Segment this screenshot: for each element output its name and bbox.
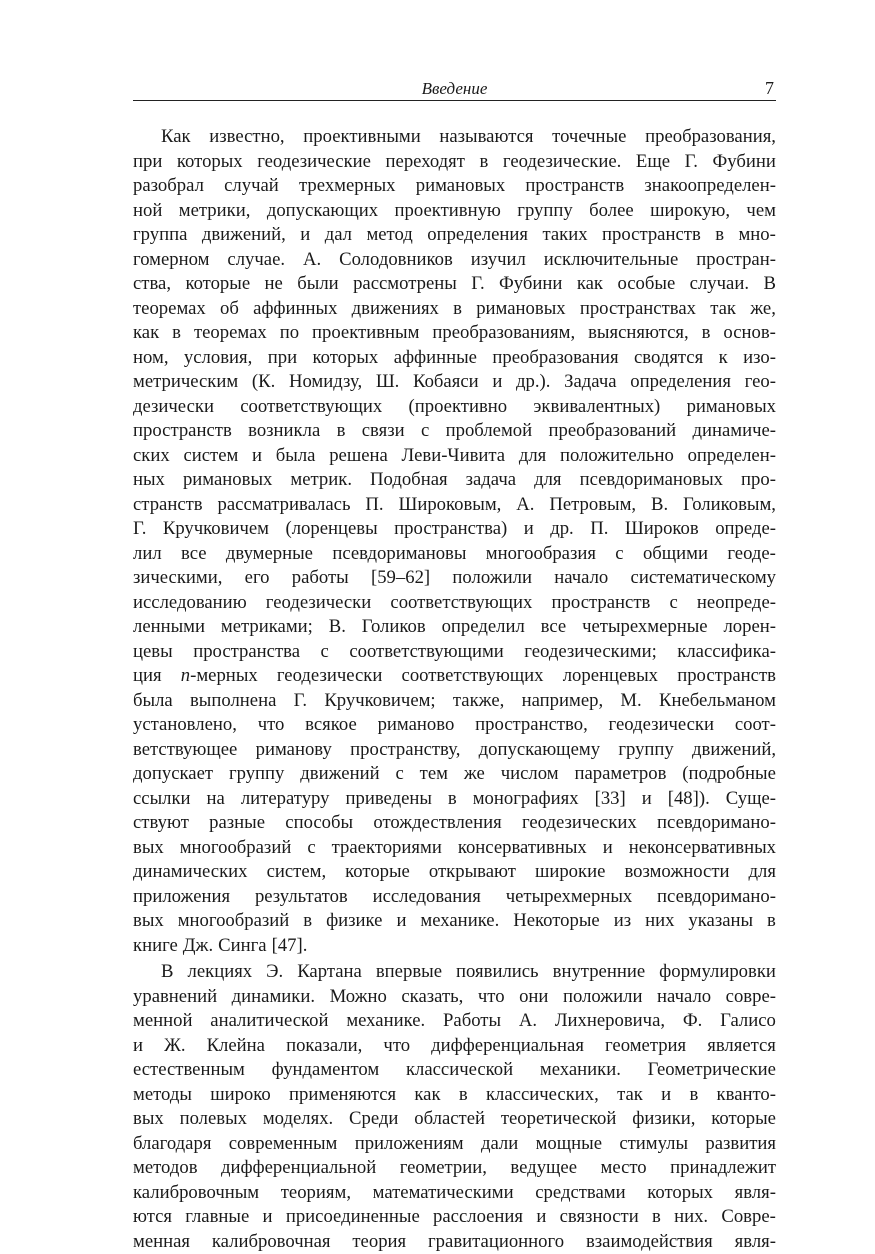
text-line: книге Дж. Синга [47]. [133, 934, 776, 959]
text-line: В лекциях Э. Картана впервые появились внутренние формулировки [133, 960, 776, 985]
text-line: исследованию геодезически соответствующих пространств с неопреде- [133, 591, 776, 616]
running-header [133, 78, 776, 101]
text-line: калибровочным теориям, математическими средствами которых явля- [133, 1181, 776, 1206]
text-line: при которых геодезические переходят в геодезические. Еще Г. Фубини [133, 150, 776, 175]
text-line: допускает группу движений с тем же числом параметров (подробные [133, 762, 776, 787]
text-line: ются главные и присоединенные расслоения и связности в них. Совре- [133, 1205, 776, 1230]
text-line: ных римановых метрик. Подобная задача для псевдоримановых про- [133, 468, 776, 493]
text-line: динамических систем, которые открывают широкие возможности для [133, 860, 776, 885]
text-line: метрическим (К. Номидзу, Ш. Кобаяси и др.). Задача определения гео- [133, 370, 776, 395]
text-line: вых многообразий в физике и механике. Некоторые из них указаны в [133, 909, 776, 934]
text-line: методы широко применяются как в классических, так и в кванто- [133, 1083, 776, 1108]
text-line: лил все двумерные псевдоримановы многообразия с общими геоде- [133, 542, 776, 567]
text-line: методов дифференциальной геометрии, ведущее место принадлежит [133, 1156, 776, 1181]
text-line: странств рассматривалась П. Широковым, А. Петровым, В. Голиковым, [133, 493, 776, 518]
page [133, 78, 776, 1254]
text-line: ной метрики, допускающих проективную группу более широкую, чем [133, 199, 776, 224]
text-line: Г. Кручковичем (лоренцевы пространства) и др. П. Широков опреде- [133, 517, 776, 542]
text-line: группа движений, и дал метод определения таких пространств в мно- [133, 223, 776, 248]
text-line: дезически соответствующих (проективно эквивалентных) римановых [133, 395, 776, 420]
text-line: вых многообразий с траекториями консервативных и неконсервативных [133, 836, 776, 861]
text-line: менная калибровочная теория гравитационного взаимодействия явля- [133, 1230, 776, 1254]
page-number: 7 [765, 78, 774, 99]
chapter-title: Введение [133, 79, 776, 99]
text-line: установлено, что всякое риманово пространство, геодезически соот- [133, 713, 776, 738]
text-line: как в теоремах по проективным преобразованиям, выясняются, в основ- [133, 321, 776, 346]
text-line: благодаря современным приложениям дали мощные стимулы развития [133, 1132, 776, 1157]
text-line: ских систем и была решена Леви-Чивита для положительно определен- [133, 444, 776, 469]
text-line: естественным фундаментом классической механики. Геометрические [133, 1058, 776, 1083]
text-line: и Ж. Клейна показали, что дифференциальная геометрия является [133, 1034, 776, 1059]
text-line: разобрал случай трехмерных римановых пространств знакоопределен- [133, 174, 776, 199]
text-line: менной аналитической механике. Работы А. Лихнеровича, Ф. Галисо [133, 1009, 776, 1034]
text-line: уравнений динамики. Можно сказать, что они положили начало совре- [133, 985, 776, 1010]
text-line: ном, условия, при которых аффинные преобразования сводятся к изо- [133, 346, 776, 371]
text-line: ствуют разные способы отождествления геодезических псевдоримано- [133, 811, 776, 836]
text-line: цевы пространства с соответствующими геодезическими; классифика- [133, 640, 776, 665]
text-line: теоремах об аффинных движениях в римановых пространствах так же, [133, 297, 776, 322]
text-line: приложения результатов исследования четырехмерных псевдоримано- [133, 885, 776, 910]
text-line: ветствующее риманову пространству, допускающему группу движений, [133, 738, 776, 763]
text-line: зическими, его работы [59–62] положили начало систематическому [133, 566, 776, 591]
text-line: ссылки на литературу приведены в монографиях [33] и [48]). Суще- [133, 787, 776, 812]
text-line: Как известно, проективными называются точечные преобразования, [133, 125, 776, 150]
text-line: ства, которые не были рассмотрены Г. Фубини как особые случаи. В [133, 272, 776, 297]
text-line: пространств возникла в связи с проблемой преобразований динамиче- [133, 419, 776, 444]
text-line: ция n-мерных геодезически соответствующих лоренцевых пространств [133, 664, 776, 689]
text-line: ленными метриками; В. Голиков определил все четырехмерные лорен- [133, 615, 776, 640]
text-line: вых полевых моделях. Среди областей теоретической физики, которые [133, 1107, 776, 1132]
body-text [133, 125, 776, 1254]
text-line: гомерном случае. А. Солодовников изучил исключительные простран- [133, 248, 776, 273]
text-line: была выполнена Г. Кручковичем; также, например, М. Кнебельманом [133, 689, 776, 714]
